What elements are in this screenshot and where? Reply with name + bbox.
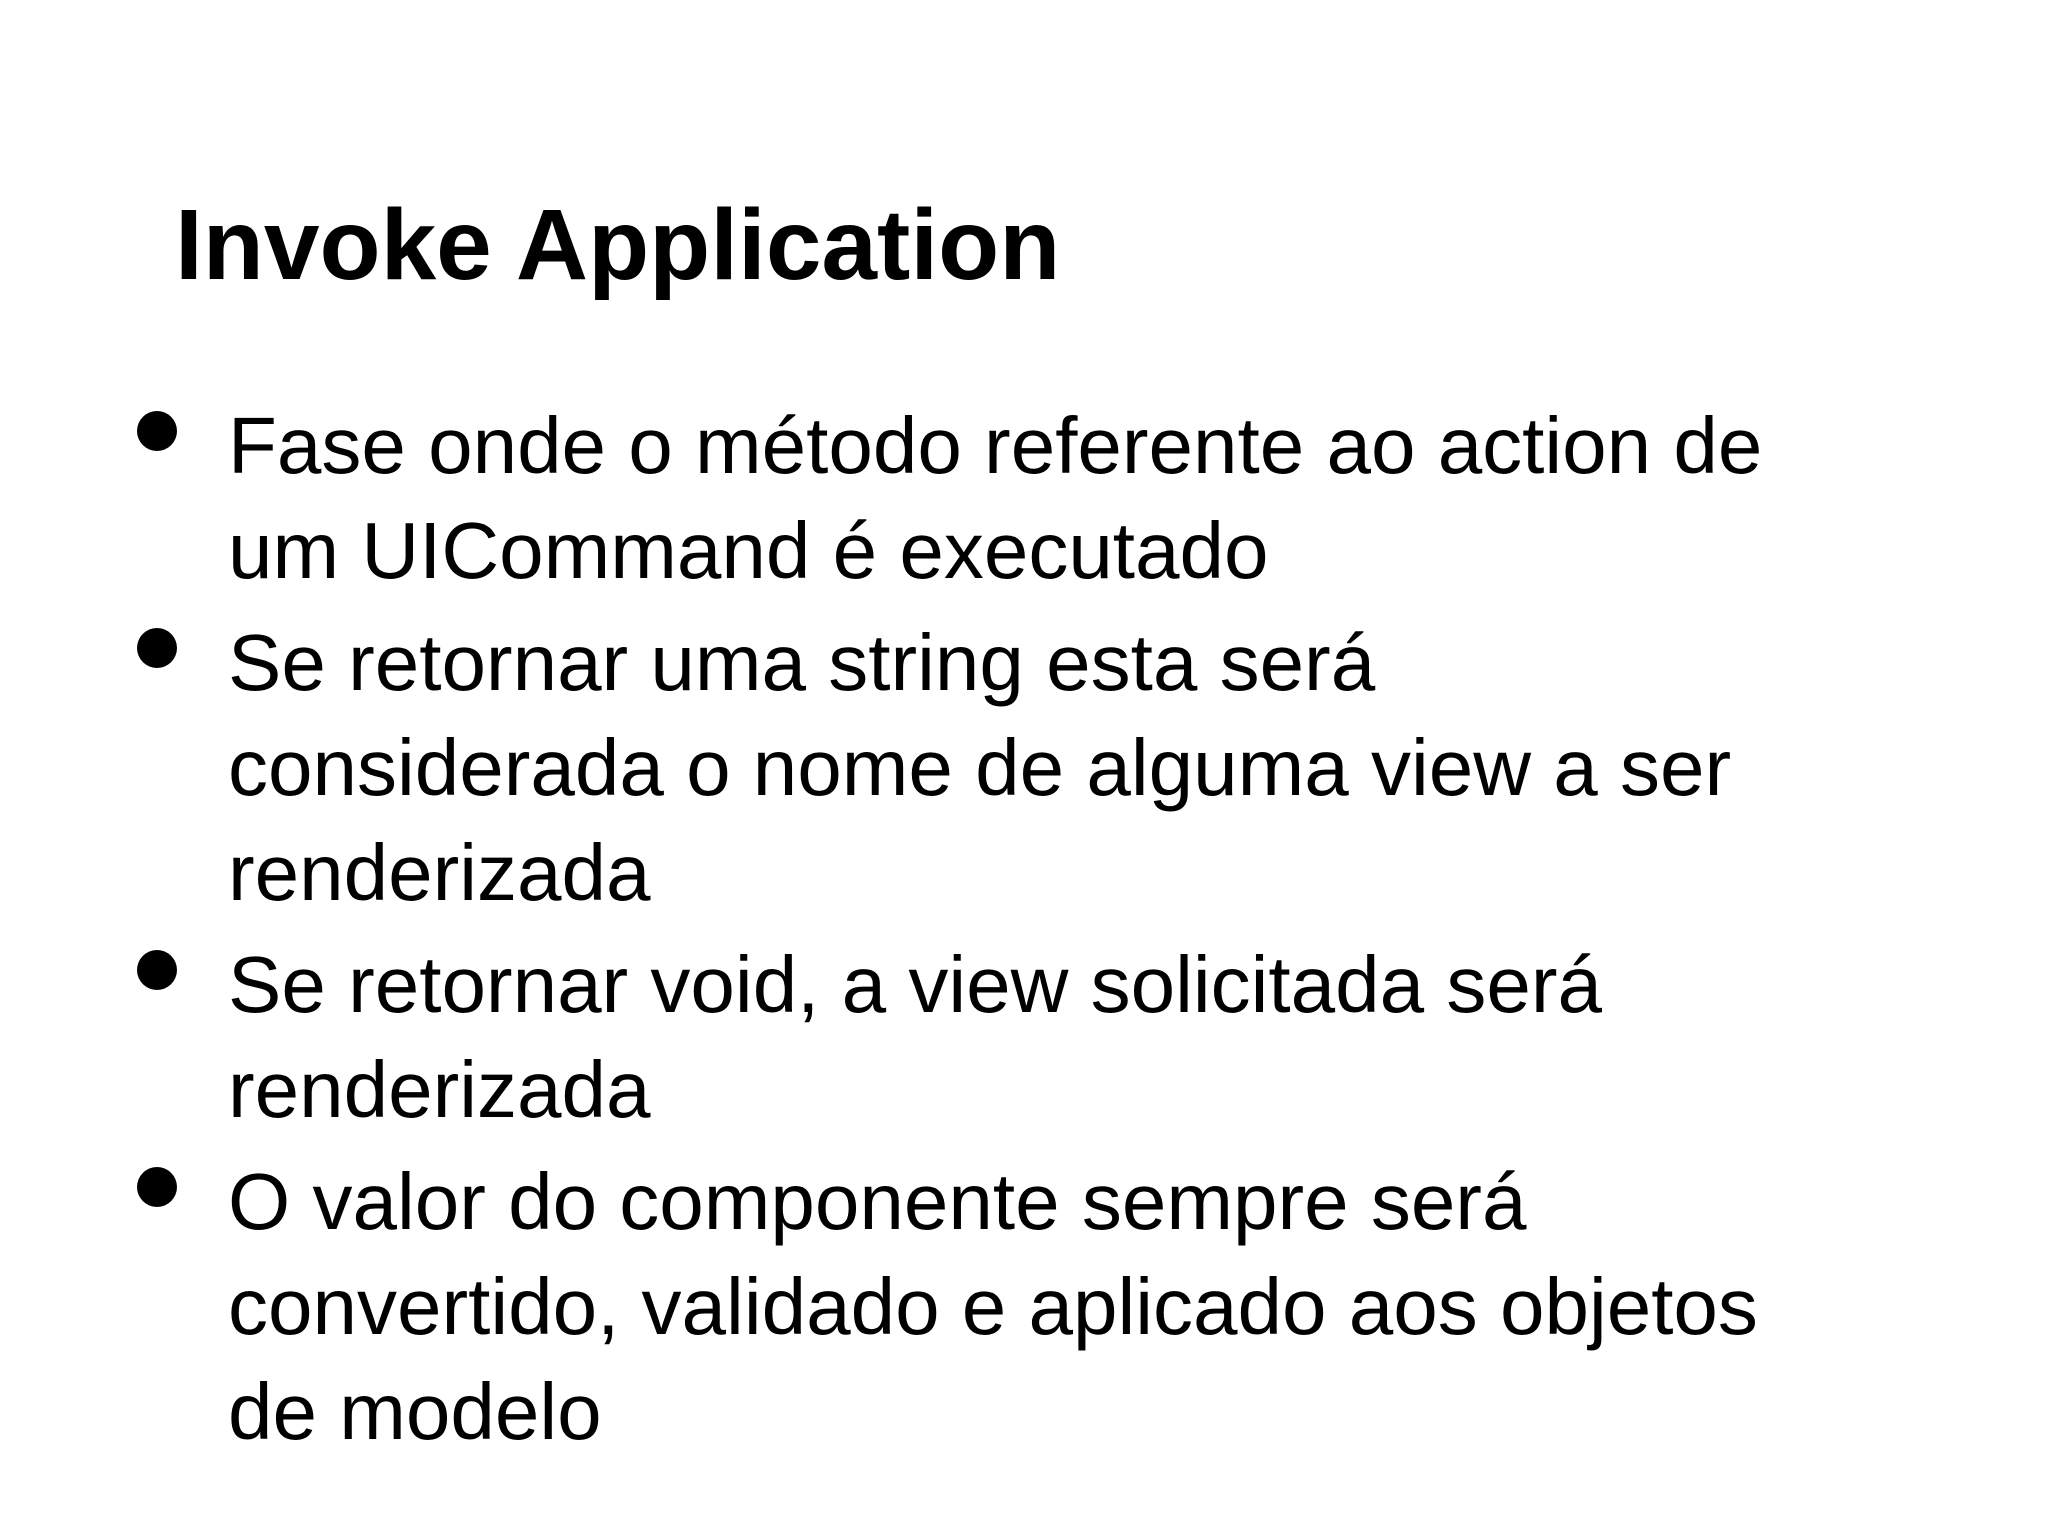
bullet-line: de modelo [228,1367,602,1456]
bullet-dot-icon [137,1167,177,1207]
bullet-line: considerada o nome de alguma view a ser [228,723,1732,812]
bullet-item [0,1149,2048,1464]
bullet-text [228,393,1988,603]
bullet-line: Se retornar uma string esta será [228,618,1376,707]
bullet-item [0,393,2048,603]
bullet-dot-icon [137,628,177,668]
bullet-line: O valor do componente sempre será [228,1157,1527,1246]
bullet-line: convertido, validado e aplicado aos objetos [228,1262,1758,1351]
bullet-item [0,610,2048,925]
bullet-text [228,1149,1988,1464]
bullet-line: Fase onde o método referente ao action de [228,401,1763,490]
bullet-dot-icon [137,411,177,451]
bullet-text [228,932,1988,1142]
slide-title: Invoke Application [175,189,1061,301]
bullet-line: renderizada [228,828,651,917]
bullet-dot-icon [137,950,177,990]
bullet-line: Se retornar void, a view solicitada será [228,940,1602,1029]
bullet-line: um UICommand é executado [228,506,1269,595]
bullet-list [0,393,2048,1471]
bullet-text [228,610,1988,925]
bullet-item [0,932,2048,1142]
bullet-line: renderizada [228,1045,651,1134]
